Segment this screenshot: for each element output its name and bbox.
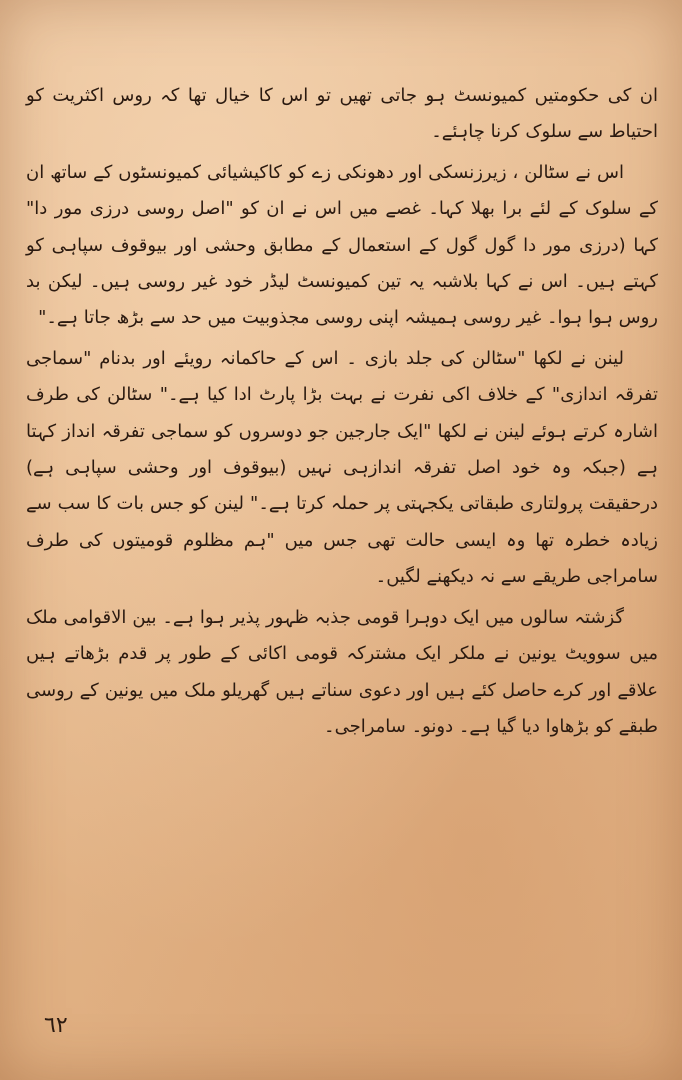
paragraph-1: ان کی حکومتیں کمیونسٹ ہو جاتی تھیں تو اس کا خیال تھا کہ روس اکثریت کو احتیاط سے سلوک کرنا چاہئے۔ [26,85,658,143]
paragraph-3: لینن نے لکھا "سٹالن کی جلد بازی ۔ اس کے حاکمانہ رویئے اور بدنام "سماجی تفرقہ اندازی" کے خلاف اکی نفرت نے بہت بڑا پارٹ ادا کیا ہے۔" سٹالن کی طرف اشارہ کرتے ہوئے لینن نے لکھا "ایک جارجین جو دوسروں کو سماجی تفرقہ انداز کہتا ہے (جبکہ وہ خود اصل تفرقہ اندازہی نہیں (بیوقوف اور وحشی سپاہی ہے) درحقیقت پرولتاری طبقاتی یکجہتی پر حملہ کرتا ہے۔" لینن کو جس بات کا سب سے زیادہ خطرہ تھا وہ ایسی حالت تھی جس میں "ہم مظلوم قومیتوں کی طرف سامراجی طریقے سے نہ دیکھنے لگیں۔ [26,347,658,588]
paragraph-2: اس نے سٹالن ، زیرزنسکی اور دھونکی زے کو کاکیشیائی کمیونسٹوں کے ساتھ ان کے سلوک کے لئے برا بھلا کہا۔ غصے میں اس نے ان کو "اصل روسی درزی مور دا" کہا (درزی مور دا گول گول کے استعمال کے مطابق وحشی اور بیوقوف سپاہی کو کہتے ہیں۔ اس نے کہا بلاشبہ یہ تین کمیونسٹ لیڈر خود غیر روسی ہیں۔ لیکن بد روس ہوا ہوا۔ غیر روسی ہمیشہ اپنی روسی مجذوبیت میں حد سے بڑھ جاتا ہے۔" [26,161,658,329]
paragraph-4: گزشتہ سالوں میں ایک دوہرا قومی جذبہ ظہور پذیر ہوا ہے۔ بین الاقوامی ملک میں سوویٹ یونین نے ملکر ایک مشترکہ قومی اکائی کے طور پر قدم بڑھاتے ہیں علاقے اور کرے حاصل کئے ہیں اور دعوی سناتے ہیں گھریلو ملک میں یونین کے روسی طبقے کو بڑھاوا دیا گیا ہے۔ دونو۔ سامراجی۔ [26,606,658,737]
page-number: ٦٢ [44,1013,68,1038]
page-text [26,78,658,745]
